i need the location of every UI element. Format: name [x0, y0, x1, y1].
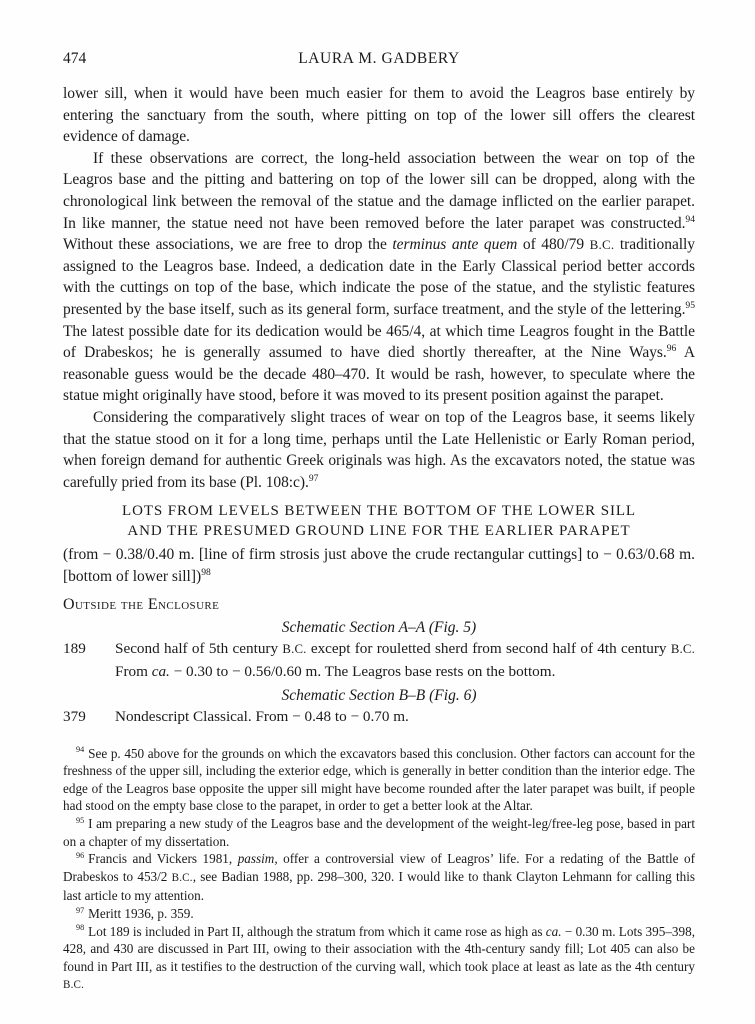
lot-entry — [63, 638, 695, 682]
schematic-section-title: Schematic Section B–B (Fig. 6) — [281, 687, 477, 705]
footnote-number: 95 — [76, 815, 85, 825]
running-head: LAURA M. GADBERY — [298, 50, 460, 67]
page-header — [63, 50, 695, 70]
footnote-text: See p. 450 above for the grounds on which the excavators based this conclusion. Other factors can account for the freshness of the upper sill, including the exterior edge, which is generally in better condition than the interior edge. The edge of the Leagros base opposite the upper sill might have become rounded after the later parapet was built, if people had stood on the empty base close to the parapet, in order to get a better look at the Altar. — [63, 745, 695, 814]
footnote-number: 94 — [76, 745, 85, 755]
paragraph: If these observations are correct, the long-held association between the wear on top of the Leagros base and the pitting and battering on top of the lower sill can be dropped, along with the chronological link between the removal of the statue and the damage inflicted on the earlier parapet. In like manner, the statue need not have been removed before the later parapet was constructed.$^{94}$ Without these associations, we are free to drop the terminus ante quem of 480/79 B.C. traditionally assigned to the Leagros base. Indeed, a dedication date in the Early Classical period better accords with the cuttings on top of the base, which indicate the pose of the statue, and the stylistic features presented by the base itself, such as its general form, surface treatment, and the style of the lettering.$^{95}$ The latest possible date for its dedication would be 465/4, at which time Leagros fought in the Battle of Drabeskos; he is generally assumed to have died shortly thereafter, at the Nine Ways.$^{96}$ A reasonable guess would be the decade 480–470. It would be rash, however, to speculate where the statue might originally have stood, before it was moved to its present position against the parapet. — [63, 149, 695, 405]
paragraph: Considering the comparatively slight traces of wear on top of the Leagros base, it seems likely that the statue stood on it for a long time, perhaps until the Late Hellenistic or Early Roman period, when foreign demand for authentic Greek originals was high. As the excavators noted, the statue was carefully pried from its base (Pl. 108:c).$^{97}$ — [63, 408, 695, 491]
lot-number: 189 — [63, 640, 86, 658]
footnote — [63, 850, 695, 905]
lots-heading-line1: LOTS FROM LEVELS BETWEEN THE BOTTOM OF THE LOWER SILL — [122, 503, 636, 520]
footnote-text: I am preparing a new study of the Leagros base and the development of the weight-leg/free-leg pose, based in part on a chapter of my dissertation. — [63, 816, 695, 849]
group-label: Outside the Enclosure — [63, 596, 220, 614]
footnote — [63, 815, 695, 850]
footnote — [63, 745, 695, 815]
lot-description: Second half of 5th century B.C. except for rouletted sherd from second half of 4th century B.C. From ca. − 0.30 to − 0.56/0.60 m. The Leagros base rests on the bottom. — [115, 640, 696, 680]
footnote-text: Francis and Vickers 1981, passim, offer a controversial view of Leagros’ life. For a redating of the Battle of Drabeskos to 453/2 B.C., see Badian 1988, pp. 298–300, 320. I would like to thank Clayton Lehmann for calling this last article to my attention. — [63, 851, 695, 904]
footnote-number: 98 — [76, 923, 85, 933]
paragraph: lower sill, when it would have been much easier for them to avoid the Leagros base entirely by entering the sanctuary from the south, where pitting on top of the lower sill offers the clearest evidence of damage. — [63, 85, 695, 146]
lot-entry — [63, 706, 695, 727]
lot-number: 379 — [63, 708, 86, 726]
footnote-text: Meritt 1936, p. 359. — [88, 906, 194, 922]
lots-subheading: (from − 0.38/0.40 m. [line of firm strosis just above the crude rectangular cuttings] to − 0.63/0.68 m. [bottom of lower sill])$^{98}$ — [63, 546, 695, 585]
footnote-number: 97 — [76, 905, 85, 915]
footnotes — [63, 745, 695, 995]
lots-heading-line2: AND THE PRESUMED GROUND LINE FOR THE EARLIER PARAPET — [127, 522, 631, 539]
body-text — [63, 83, 695, 728]
page-number: 474 — [63, 50, 87, 67]
footnote — [63, 923, 695, 995]
footnote — [63, 905, 695, 923]
footnote-text: Lot 189 is included in Part II, although the stratum from which it came rose as high as ca. − 0.30 m. Lots 395–398, 428, and 430 are discussed in Part III, owing to their association with the 4th-century sandy fill; Lot 405 can also be found in Part III, as it testifies to the destruction of the curving wall, which took place at least as late as the 4th century B.C. — [63, 923, 696, 992]
footnote-number: 96 — [76, 850, 85, 860]
schematic-section-title: Schematic Section A–A (Fig. 5) — [281, 619, 477, 637]
lots-heading — [63, 502, 695, 541]
lot-description: Nondescript Classical. From − 0.48 to − 0.70 m. — [115, 708, 409, 726]
